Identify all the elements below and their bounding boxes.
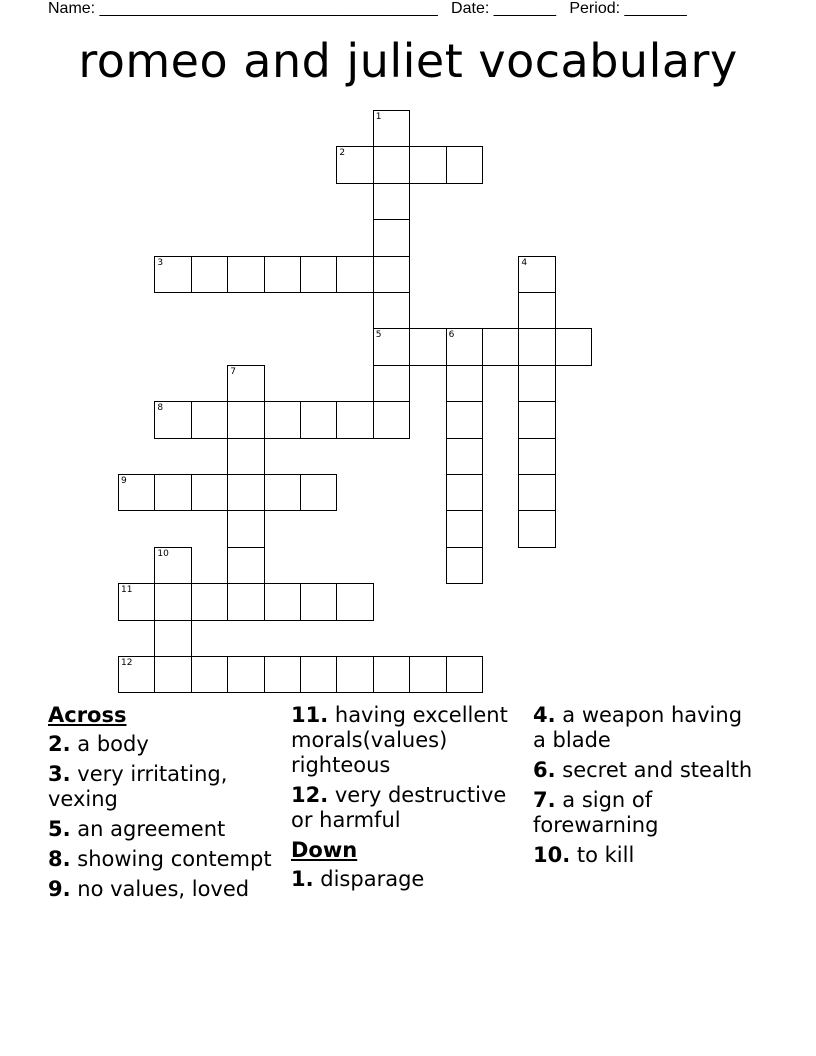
clue-column-1 xyxy=(48,703,273,907)
crossword-cell[interactable] xyxy=(300,583,337,620)
crossword-cell[interactable] xyxy=(227,510,264,547)
clue-text: to kill xyxy=(570,843,635,867)
crossword-cell[interactable] xyxy=(154,583,191,620)
clue-text: a weapon having a blade xyxy=(533,703,743,752)
across-heading: Across xyxy=(48,703,127,727)
clue-text: very irritating, vexing xyxy=(48,762,228,811)
clue-number-label: 10 xyxy=(157,548,169,559)
clue-item xyxy=(48,732,273,757)
crossword-cell[interactable] xyxy=(446,365,483,402)
crossword-cell[interactable] xyxy=(336,656,373,693)
crossword-cell[interactable] xyxy=(446,656,483,693)
clue-item xyxy=(48,817,273,842)
crossword-cell[interactable] xyxy=(154,656,191,693)
crossword-cell[interactable] xyxy=(300,401,337,438)
crossword-cell[interactable] xyxy=(191,474,228,511)
clue-number: 8. xyxy=(48,847,71,871)
clue-number: 3. xyxy=(48,762,71,786)
crossword-cell[interactable] xyxy=(227,438,264,475)
clue-item xyxy=(48,877,273,902)
clue-text: having excellent morals(values) righteous xyxy=(291,703,508,777)
clue-item xyxy=(291,783,516,833)
crossword-cell[interactable] xyxy=(518,474,555,511)
crossword-cell[interactable] xyxy=(191,401,228,438)
clue-number: 5. xyxy=(48,817,71,841)
crossword-cell[interactable] xyxy=(227,474,264,511)
crossword-cell[interactable] xyxy=(264,474,301,511)
crossword-cell[interactable] xyxy=(373,401,410,438)
clue-text: showing contempt xyxy=(70,847,272,871)
clue-number-label: 1 xyxy=(375,112,382,122)
clue-number-label: 4 xyxy=(521,257,528,268)
crossword-cell[interactable] xyxy=(154,474,191,511)
name-date-period-line: Name: ______________________________________ Date: _______ Period: _______ xyxy=(48,0,687,17)
clue-item xyxy=(533,758,758,783)
clue-number: 2. xyxy=(48,732,71,756)
clue-number: 10. xyxy=(533,843,571,867)
crossword-cell[interactable] xyxy=(227,401,264,438)
clue-text: very destructive or harmful xyxy=(291,783,507,832)
clue-number: 7. xyxy=(533,788,556,812)
crossword-cell[interactable] xyxy=(446,510,483,547)
crossword-cell[interactable] xyxy=(373,365,410,402)
crossword-cell[interactable] xyxy=(409,146,446,183)
clue-column-3 xyxy=(533,703,758,873)
clue-text: a sign of forewarning xyxy=(533,788,659,837)
clue-number-label: 7 xyxy=(230,366,236,377)
crossword-cell[interactable] xyxy=(336,256,373,293)
clue-item xyxy=(291,703,516,778)
crossword-cell[interactable] xyxy=(446,146,483,183)
clue-item xyxy=(533,843,758,868)
crossword-cell[interactable] xyxy=(373,183,410,220)
clue-number-label: 9 xyxy=(121,476,127,486)
clue-number: 1. xyxy=(291,867,314,891)
clue-item xyxy=(291,867,516,892)
crossword-cell[interactable] xyxy=(264,583,301,620)
crossword-cell[interactable] xyxy=(191,256,228,293)
crossword-cell[interactable] xyxy=(373,292,410,329)
clue-number-label: 12 xyxy=(121,658,133,668)
crossword-cell[interactable] xyxy=(409,328,446,365)
clue-text: disparage xyxy=(313,867,425,891)
crossword-cell[interactable] xyxy=(446,474,483,511)
clue-column-2 xyxy=(291,703,516,897)
crossword-cell[interactable] xyxy=(373,146,410,183)
crossword-cell[interactable] xyxy=(227,583,264,620)
crossword-cell[interactable] xyxy=(300,656,337,693)
clue-text: an agreement xyxy=(70,817,226,841)
crossword-cell[interactable] xyxy=(227,256,264,293)
crossword-cell[interactable] xyxy=(518,401,555,438)
clue-item xyxy=(48,762,273,812)
crossword-cell[interactable] xyxy=(264,256,301,293)
crossword-cell[interactable] xyxy=(264,401,301,438)
crossword-cell[interactable] xyxy=(300,474,337,511)
crossword-cell[interactable] xyxy=(409,656,446,693)
crossword-cell[interactable] xyxy=(154,620,191,657)
clue-number-label: 8 xyxy=(157,403,164,414)
clue-number: 11. xyxy=(291,703,329,727)
crossword-cell[interactable] xyxy=(446,547,483,584)
clue-number-label: 2 xyxy=(339,148,346,159)
crossword-cell[interactable] xyxy=(227,547,264,584)
clue-number: 12. xyxy=(291,783,329,807)
down-heading: Down xyxy=(291,838,358,862)
crossword-cell[interactable] xyxy=(518,365,555,402)
clue-item xyxy=(533,788,758,838)
page-title: romeo and juliet vocabulary xyxy=(78,34,738,88)
crossword-cell[interactable] xyxy=(336,401,373,438)
crossword-cell[interactable] xyxy=(373,256,410,293)
crossword-cell[interactable] xyxy=(191,583,228,620)
crossword-cell[interactable] xyxy=(336,583,373,620)
clue-number: 6. xyxy=(533,758,556,782)
clue-number: 4. xyxy=(533,703,556,727)
clue-text: secret and stealth xyxy=(555,758,753,782)
crossword-cell[interactable] xyxy=(482,328,519,365)
crossword-cell[interactable] xyxy=(446,438,483,475)
clue-text: no values, loved xyxy=(70,877,250,901)
clue-number: 9. xyxy=(48,877,71,901)
clue-number-label: 11 xyxy=(121,585,133,596)
crossword-cell[interactable] xyxy=(518,292,555,329)
clue-number-label: 5 xyxy=(375,330,382,341)
crossword-cell[interactable] xyxy=(518,328,555,365)
clue-item xyxy=(48,847,273,872)
crossword-cell[interactable] xyxy=(518,438,555,475)
crossword-cell[interactable] xyxy=(373,656,410,693)
crossword-cell[interactable] xyxy=(555,328,592,365)
clue-number-label: 6 xyxy=(448,330,455,341)
crossword-cell[interactable] xyxy=(264,656,301,693)
crossword-cell[interactable] xyxy=(373,219,410,256)
clue-text: a body xyxy=(70,732,149,756)
clue-item xyxy=(533,703,758,753)
clue-number-label: 3 xyxy=(157,257,164,268)
crossword-cell[interactable] xyxy=(300,256,337,293)
crossword-cell[interactable] xyxy=(518,510,555,547)
crossword-cell[interactable] xyxy=(227,656,264,693)
crossword-cell[interactable] xyxy=(446,401,483,438)
crossword-cell[interactable] xyxy=(191,656,228,693)
